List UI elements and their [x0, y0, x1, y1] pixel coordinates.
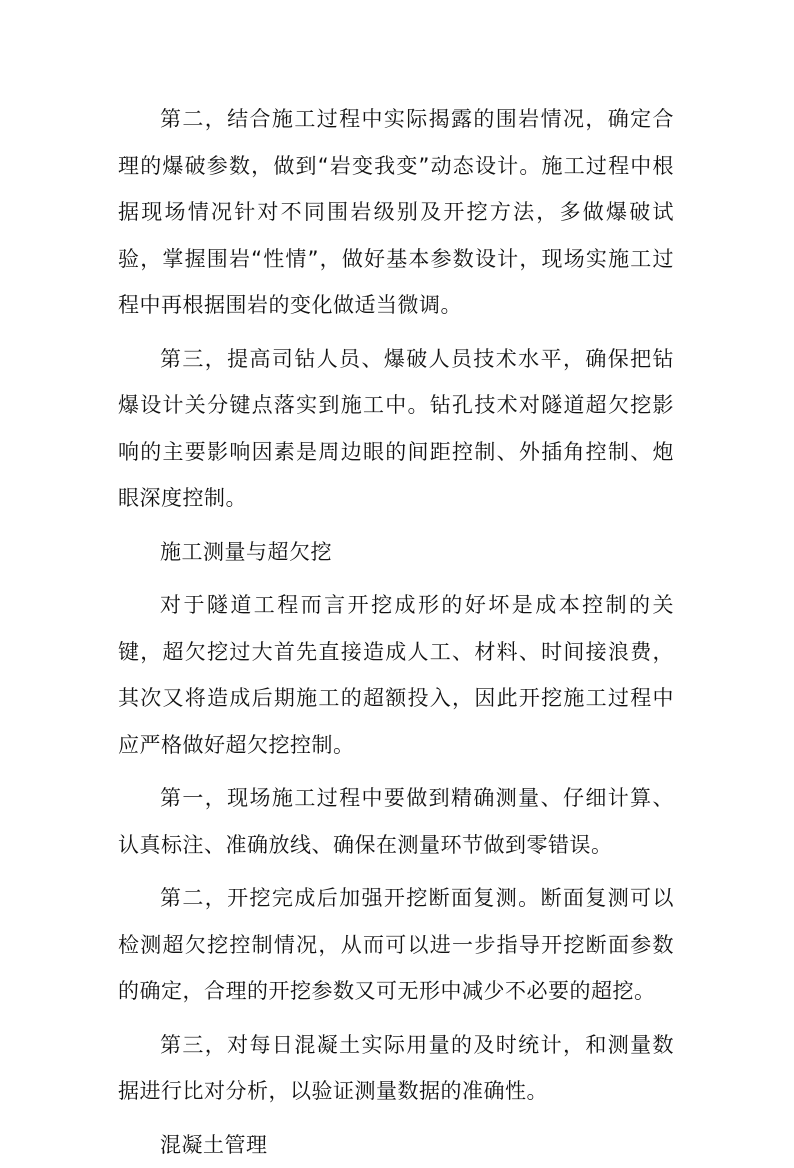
paragraph-blasting-parameters: 第二，结合施工过程中实际揭露的围岩情况，确定合理的爆破参数，做到“岩变我变”动态设计。施工过程中根据现场情况针对不同围岩级别及开挖方法，多做爆破试验，掌握围岩“性情”，做好基本参数设计，现场实施工过程中再根据围岩的变化做适当微调。 [118, 96, 674, 329]
section-heading-survey: 施工测量与超欠挖 [118, 529, 674, 576]
document-body [118, 96, 674, 1168]
paragraph-precise-survey: 第一，现场施工过程中要做到精确测量、仔细计算、认真标注、准确放线、确保在测量环节做到零错误。 [118, 775, 674, 868]
paragraph-driller-skills: 第三，提高司钻人员、爆破人员技术水平，确保把钻爆设计关分键点落实到施工中。钻孔技术对隧道超欠挖影响的主要影响因素是周边眼的间距控制、外插角控制、炮眼深度控制。 [118, 336, 674, 522]
section-heading-concrete: 混凝土管理 [118, 1122, 674, 1168]
paragraph-section-recheck: 第二，开挖完成后加强开挖断面复测。断面复测可以检测超欠挖控制情况，从而可以进一步指导开挖断面参数的确定，合理的开挖参数又可无形中减少不必要的超挖。 [118, 875, 674, 1015]
paragraph-concrete-statistics: 第三，对每日混凝土实际用量的及时统计，和测量数据进行比对分析，以验证测量数据的准确性。 [118, 1022, 674, 1115]
paragraph-excavation-cost: 对于隧道工程而言开挖成形的好坏是成本控制的关键，超欠挖过大首先直接造成人工、材料、时间接浪费，其次又将造成后期施工的超额投入，因此开挖施工过程中应严格做好超欠挖控制。 [118, 582, 674, 768]
